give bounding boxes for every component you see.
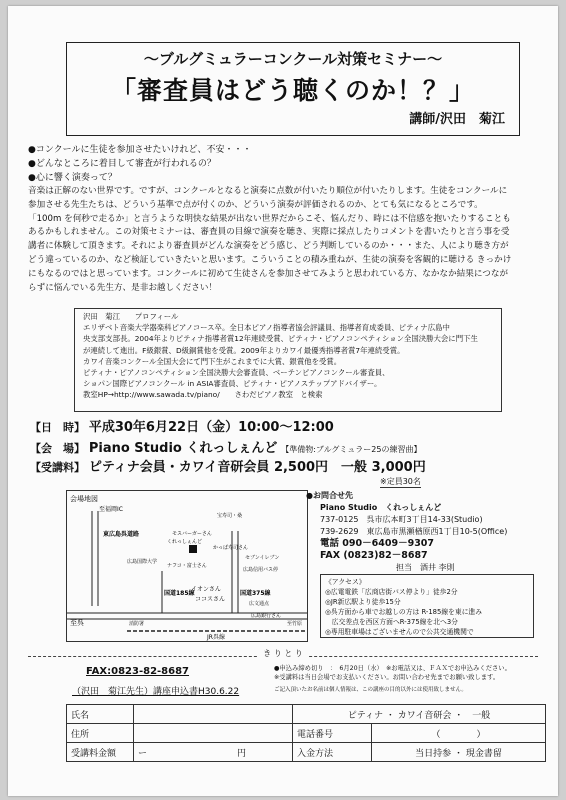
map-label: 宝寿司・桑 (217, 513, 243, 519)
payment-method-options[interactable]: 当日持参 ・ 現金書留 (372, 743, 546, 762)
profile-line: が連続して進出。F級銀賞、D級銅賞他を受賞。2009年よりカワイ最優秀指導者賞7年連続受賞。 (83, 345, 405, 355)
cut-label (8, 648, 558, 659)
form-row-name (67, 705, 546, 724)
venue-map (66, 490, 308, 642)
name-field[interactable] (134, 705, 293, 724)
name-label: 氏名 (67, 705, 134, 724)
flyer-sheet (8, 6, 558, 796)
contact-heading: ●お問合せ先 (306, 491, 353, 500)
contact-fax: FAX (0823)82－8687 (320, 550, 428, 561)
access-line: ◎専用駐車場はございませんので公共交通機関で (325, 628, 474, 636)
event-fee (30, 456, 426, 475)
seminar-subtitle: ～ブルグミュラーコンクール対策セミナー～ (143, 50, 443, 68)
map-label: セブンイレブン (245, 555, 280, 561)
access-heading: 《アクセス》 (325, 578, 366, 586)
access-line: 広交差点を西区方面へR-375線を北へ3分 (325, 618, 458, 626)
profile-homepage: 教室HP→http://www.sawada.tv/piano/ さわだピアノ教室 と検索 (83, 390, 323, 400)
map-label: JR呉線 (207, 634, 225, 641)
address-field[interactable] (134, 724, 293, 743)
event-venue (30, 437, 421, 456)
studio-name: Piano Studio くれっしぇんど (320, 503, 442, 512)
phone-label: 電話番号 (293, 724, 372, 743)
venue-marker (189, 545, 197, 553)
note-line: ご記入頂いたお名前は個人情報は、この講座の目的以外には使用致しません。 (274, 687, 467, 693)
date-value: 平成30年6月22日（金）10:00～12:00 (88, 420, 334, 435)
cut-label-text: き り と り (257, 649, 309, 658)
contact-info (306, 490, 546, 574)
map-title: 会場地図 (70, 495, 98, 503)
lecturer-name: 講師/沢田 菊江 (409, 112, 505, 127)
membership-options[interactable]: ピティナ ・ カワイ音研会 ・ 一般 (293, 705, 546, 724)
description-line: らずに悩んでいる先生方、是非お越しください！ (28, 282, 218, 293)
access-line: ◎呉方面から車でお越しの方は R-185線を東に進み (325, 608, 483, 616)
bullet-item: ●コンクールに生徒を参加させたいけれど、不安・・・ (28, 145, 252, 155)
note-line: ●申込み締め切り ： 6月20日（水） ※お電話又は、ＦＡＸでお申込みください。 (274, 665, 511, 672)
fee-value: ピティナ会員・カワイ音研会員 2,500円 一般 3,000円 (88, 460, 426, 475)
title-box (66, 42, 520, 136)
venue-label: 【会 場】 (30, 442, 85, 455)
map-drawing (67, 491, 307, 641)
seminar-title: 「審査員はどう聴くのか！？」 (110, 76, 475, 105)
profile-heading: 沢田 菊江 プロフィール (83, 312, 179, 321)
event-date (30, 416, 334, 435)
map-label: くれっしぇんど (167, 539, 203, 545)
phone-field[interactable]: （ ） (372, 724, 546, 743)
question-bullets (28, 143, 252, 185)
description-line: にもなるのではと思っています。コンクールに初めて生徒さんを参加させてみようと思われている方、なかなか結果につなが (28, 268, 509, 279)
form-row-address (67, 724, 546, 743)
application-fax: FAX:0823-82-8687 (86, 666, 190, 677)
description-line: 「100m を何秒で走るか」と言うような明快な結果が出ない世界だからこそ、悩んだり、時には不信感を抱いたりすることも (28, 213, 511, 224)
profile-line: ピティナ・ピアノコンペティション全国決勝大会審査員、ベーテンピアノコンクール審査員、 (83, 368, 390, 378)
note-line: ※受講料は当日会場でお支払いください。お問い合わせ先までお願い致します。 (274, 674, 500, 681)
access-line: ◎広電電鉄「広商店街バス停より」徒歩2分 (325, 588, 458, 596)
venue-value: Piano Studio くれっしぇんど (88, 441, 278, 456)
fee-label: 【受講料】 (30, 461, 85, 474)
description-line: 参加させる先生たちは、どういう基準で点が付くのか、どういう演奏が評価されるのか、とても気になるところです。 (28, 199, 483, 210)
map-label: 広島銀行さん (251, 613, 282, 619)
map-label: イオンさん (191, 586, 221, 593)
map-label: 至福岡IC (99, 506, 123, 513)
profile-line: カワイ音楽コンクール全国大会にて門下生がこれまでに大賞、銀賞他を受賞。 (83, 356, 342, 366)
map-label: 至竹原 (287, 621, 303, 627)
seminar-description (28, 185, 544, 295)
map-label: 東広島呉道路 (103, 531, 140, 538)
bullet-item: ●どんなところに着目して審査が行われるの？ (28, 159, 216, 169)
map-label: 広文通点 (249, 601, 270, 607)
map-label: 至呉 (70, 619, 84, 627)
map-label: ナフコ・富士さん (167, 563, 207, 569)
profile-line: ショパン国際ピアノコンクール in ASIA審査員、ピティナ・ピアノステップアドバイザー。 (83, 379, 382, 389)
description-line: 講者に体験して頂きます。それにより審査員がどんな演奏をどう感じ、どう判断しているのか・・・また、人により聴き方が (28, 241, 509, 252)
application-title: （沢田 菊江先生）講座申込書H30.6.22 (72, 687, 240, 697)
map-label: 広島国際大学 (127, 559, 158, 565)
map-label: 消防署 (129, 621, 145, 627)
address-label: 住所 (67, 724, 134, 743)
contact-tel: 電話 090－6409－9307 (320, 538, 435, 549)
access-line: ◎JR新広駅より徒歩15分 (325, 598, 401, 606)
map-label: モスバーガーさん (172, 531, 212, 537)
map-label: 国道185線 (164, 590, 195, 597)
profile-line: 央支部支部長。2004年よりピティナ指導者賞12年連続受賞、ピティナ・ピアノコンペティション全国決勝大会に門下生 (83, 334, 478, 344)
payment-method-label: 入金方法 (293, 743, 372, 762)
access-box (320, 574, 534, 638)
capacity-note: ※定員30名 (380, 477, 421, 486)
date-label: 【日 時】 (30, 421, 85, 434)
application-form (66, 704, 546, 762)
map-label: 国道375線 (240, 590, 271, 597)
fee-amount-field[interactable]: ー 円 (134, 743, 293, 762)
contact-person: 担当 酒井 李則 (396, 563, 455, 572)
profile-line: エリザベト音楽大学器楽科ピアノコース卒。全日本ピアノ指導者協会評議員、指導者育成委員、ピティナ広島中 (83, 323, 450, 333)
address-studio: 737-0125 呉市広本町3丁目14-33(Studio) (320, 515, 483, 524)
form-row-fee (67, 743, 546, 762)
address-office: 739-2629 東広島市黒瀬楢原西1丁目10-5(Office) (320, 527, 508, 536)
map-label: ココスさん (195, 596, 226, 603)
description-line: 音楽は正解のない世界です。ですが、コンクールとなると演奏に点数が付いたり順位が付いたりします。生徒をコンクールに (28, 186, 508, 196)
venue-note: 【準備物:ブルグミュラー25の練習曲】 (281, 445, 422, 454)
map-label: かっぱ寿司さん (213, 545, 249, 551)
bullet-item: ●心に響く演奏って？ (28, 173, 117, 183)
fee-amount-label: 受講料金額 (67, 743, 134, 762)
map-label: 広島信用バス停 (243, 567, 279, 573)
profile-box (74, 308, 502, 412)
description-line: どう違っているのか、など検証していきたいと思います。こういうことの積み重ねが、生徒の演奏を客観的に聴ける きっかけ (28, 254, 512, 265)
application-notes (274, 664, 544, 695)
description-line: あるかもしれません。この対策セミナーは、審査員の目線で演奏を聴き、実際に採点したりコメントを書いたりと言う事を受 (28, 227, 510, 238)
